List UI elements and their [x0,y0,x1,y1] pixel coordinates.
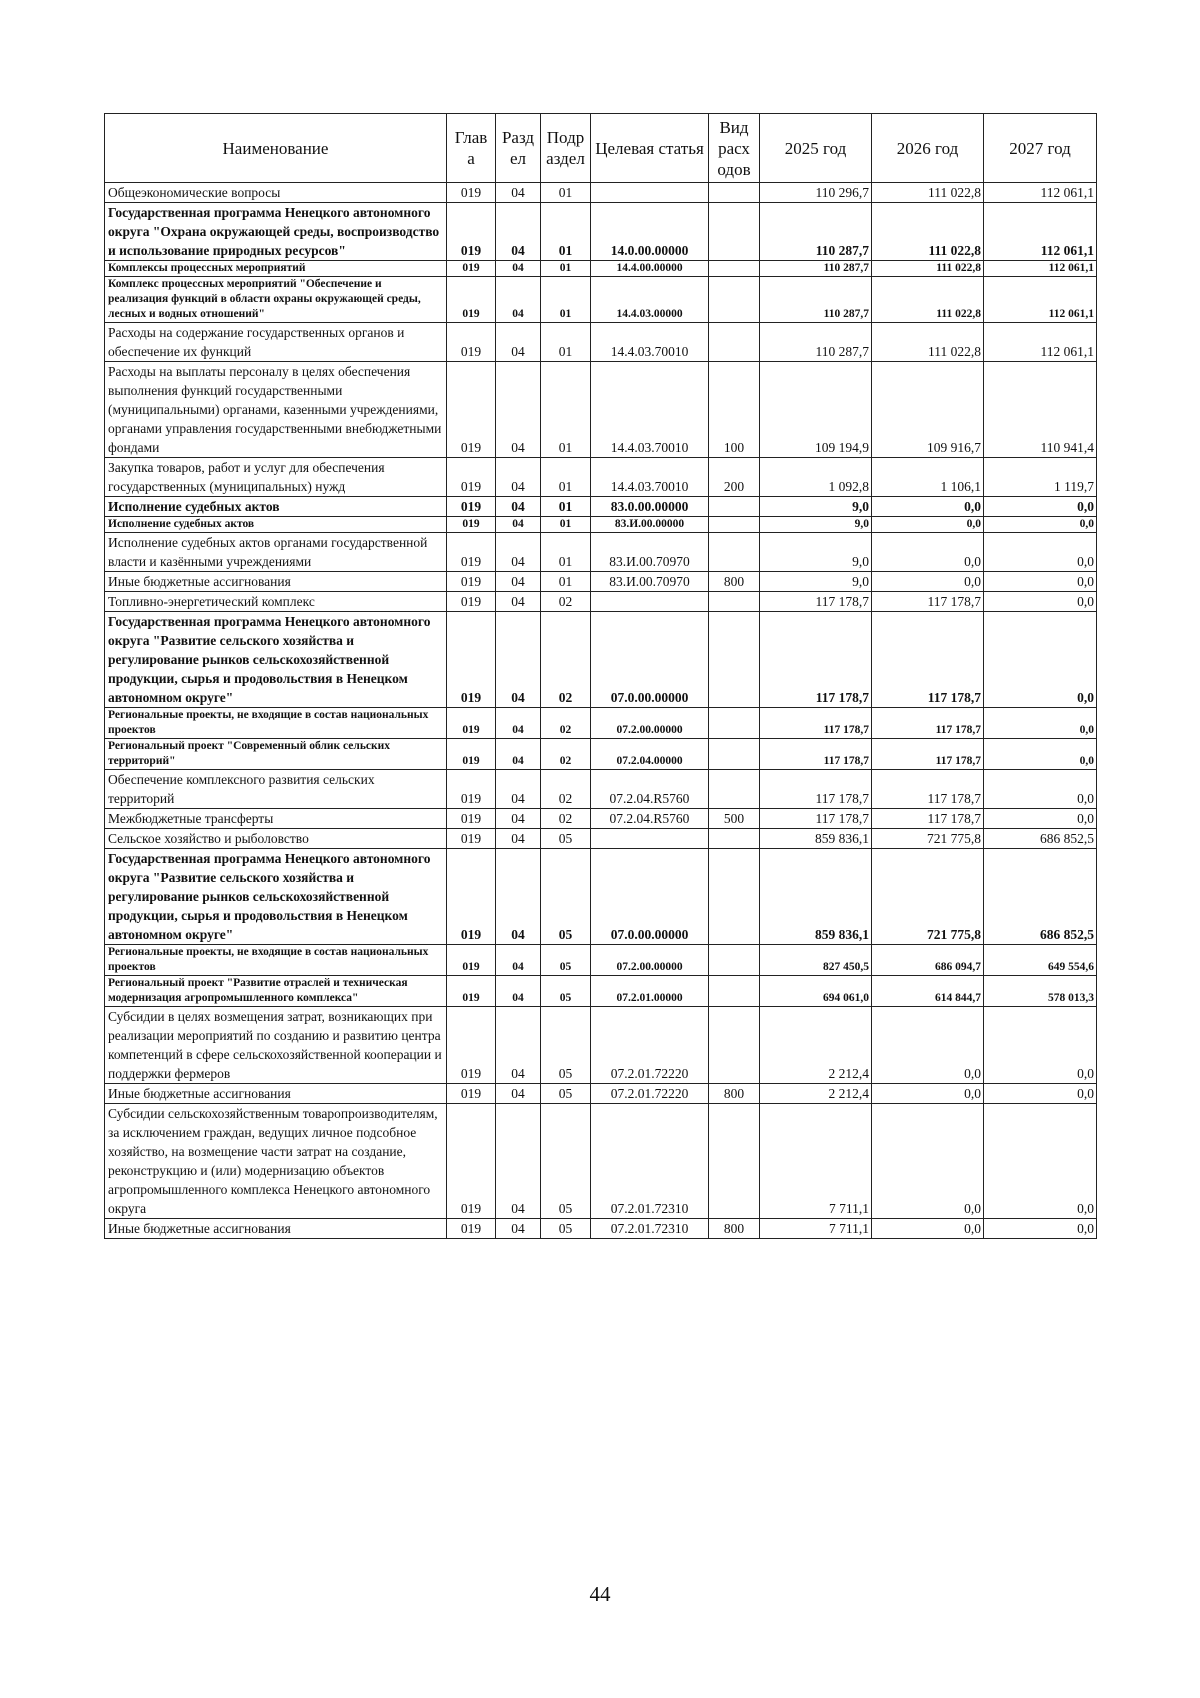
cell-vid [709,261,760,277]
cell-podrazdel: 02 [541,708,591,739]
cell-podrazdel: 05 [541,1219,591,1239]
cell-2025: 694 061,0 [760,976,872,1007]
cell-name: Обеспечение комплексного развития сельских территорий [105,770,447,809]
cell-statya: 07.2.01.72220 [591,1084,709,1104]
cell-glava: 019 [447,183,496,203]
cell-vid [709,976,760,1007]
cell-statya: 83.И.00.70970 [591,533,709,572]
cell-glava: 019 [447,739,496,770]
table-row [105,1104,1097,1219]
table-body [105,183,1097,1239]
cell-2026: 117 178,7 [872,592,984,612]
cell-glava: 019 [447,1007,496,1084]
cell-glava: 019 [447,612,496,708]
cell-vid: 200 [709,458,760,497]
cell-vid [709,517,760,533]
cell-glava: 019 [447,261,496,277]
cell-podrazdel: 01 [541,261,591,277]
cell-razdel: 04 [496,739,541,770]
cell-2025: 9,0 [760,533,872,572]
cell-statya: 83.И.00.00000 [591,517,709,533]
cell-2025: 9,0 [760,497,872,517]
cell-name: Расходы на выплаты персоналу в целях обеспечения выполнения функций государственными (муниципальными) органами, казенными учреждениями, органами управления государственными внебюджетными фондами [105,362,447,458]
cell-statya: 14.4.03.70010 [591,362,709,458]
cell-2026: 111 022,8 [872,183,984,203]
cell-2026: 0,0 [872,497,984,517]
cell-name: Общеэкономические вопросы [105,183,447,203]
cell-razdel: 04 [496,976,541,1007]
cell-name: Закупка товаров, работ и услуг для обеспечения государственных (муниципальных) нужд [105,458,447,497]
cell-glava: 019 [447,849,496,945]
table-row [105,976,1097,1007]
cell-glava: 019 [447,533,496,572]
cell-razdel: 04 [496,458,541,497]
cell-2026: 1 106,1 [872,458,984,497]
cell-2026: 0,0 [872,517,984,533]
table-row [105,849,1097,945]
header-2027: 2027 год [984,114,1097,183]
cell-razdel: 04 [496,261,541,277]
table-row [105,1084,1097,1104]
cell-statya: 14.4.03.70010 [591,458,709,497]
cell-glava: 019 [447,708,496,739]
table-row [105,277,1097,323]
cell-vid [709,1007,760,1084]
cell-podrazdel: 01 [541,458,591,497]
cell-2025: 117 178,7 [760,739,872,770]
cell-podrazdel: 01 [541,183,591,203]
cell-glava: 019 [447,1219,496,1239]
cell-statya [591,829,709,849]
cell-statya: 07.0.00.00000 [591,612,709,708]
cell-statya: 14.4.03.00000 [591,277,709,323]
cell-vid: 500 [709,809,760,829]
cell-name: Субсидии сельскохозяйственным товаропроизводителям, за исключением граждан, ведущих личное подсобное хозяйство, на возмещение части затрат на создание, реконструкцию и (или) модернизацию объектов агропромышленного комплекса Ненецкого автономного округа [105,1104,447,1219]
header-razdel: Разд ел [496,114,541,183]
cell-statya: 07.2.01.00000 [591,976,709,1007]
header-2026: 2026 год [872,114,984,183]
cell-2027: 1 119,7 [984,458,1097,497]
table-row [105,1219,1097,1239]
cell-podrazdel: 01 [541,517,591,533]
cell-statya: 14.0.00.00000 [591,203,709,261]
cell-2026: 117 178,7 [872,739,984,770]
cell-statya: 07.0.00.00000 [591,849,709,945]
cell-razdel: 04 [496,849,541,945]
cell-podrazdel: 05 [541,1104,591,1219]
cell-glava: 019 [447,572,496,592]
cell-razdel: 04 [496,277,541,323]
cell-2026: 0,0 [872,1084,984,1104]
cell-2026: 0,0 [872,533,984,572]
cell-name: Субсидии в целях возмещения затрат, возникающих при реализации мероприятий по созданию и развитию центра компетенций в сфере сельскохозяйственной кооперации и поддержки фермеров [105,1007,447,1084]
cell-glava: 019 [447,945,496,976]
cell-razdel: 04 [496,592,541,612]
cell-2025: 117 178,7 [760,770,872,809]
cell-glava: 019 [447,362,496,458]
cell-statya: 14.4.00.00000 [591,261,709,277]
table-row [105,183,1097,203]
cell-vid [709,770,760,809]
cell-podrazdel: 01 [541,277,591,323]
cell-glava: 019 [447,517,496,533]
cell-razdel: 04 [496,708,541,739]
cell-razdel: 04 [496,203,541,261]
cell-2027: 0,0 [984,739,1097,770]
cell-podrazdel: 05 [541,945,591,976]
cell-podrazdel: 01 [541,203,591,261]
cell-podrazdel: 05 [541,849,591,945]
table-row [105,829,1097,849]
cell-2025: 1 092,8 [760,458,872,497]
cell-vid [709,497,760,517]
table-row [105,612,1097,708]
cell-vid [709,592,760,612]
cell-2026: 721 775,8 [872,829,984,849]
cell-razdel: 04 [496,1007,541,1084]
cell-statya: 14.4.03.70010 [591,323,709,362]
cell-2025: 110 287,7 [760,203,872,261]
cell-statya [591,592,709,612]
cell-2025: 2 212,4 [760,1007,872,1084]
cell-2025: 109 194,9 [760,362,872,458]
cell-2027: 0,0 [984,1104,1097,1219]
cell-vid [709,945,760,976]
cell-2026: 0,0 [872,1219,984,1239]
cell-2027: 0,0 [984,612,1097,708]
cell-2027: 0,0 [984,497,1097,517]
cell-podrazdel: 01 [541,572,591,592]
table-row [105,458,1097,497]
table-row [105,945,1097,976]
table-row [105,708,1097,739]
header-2025: 2025 год [760,114,872,183]
cell-statya: 07.2.04.R5760 [591,809,709,829]
cell-vid [709,323,760,362]
cell-glava: 019 [447,1104,496,1219]
cell-vid [709,708,760,739]
cell-razdel: 04 [496,945,541,976]
cell-glava: 019 [447,770,496,809]
page-number: 44 [589,1582,611,1606]
header-statya: Целевая статья [591,114,709,183]
cell-vid [709,612,760,708]
cell-2027: 0,0 [984,517,1097,533]
cell-vid [709,829,760,849]
cell-2027: 0,0 [984,1084,1097,1104]
cell-2026: 111 022,8 [872,203,984,261]
cell-2027: 112 061,1 [984,183,1097,203]
cell-2026: 109 916,7 [872,362,984,458]
cell-razdel: 04 [496,362,541,458]
cell-2026: 117 178,7 [872,770,984,809]
cell-statya: 07.2.04.R5760 [591,770,709,809]
cell-razdel: 04 [496,572,541,592]
cell-glava: 019 [447,829,496,849]
cell-statya: 07.2.04.00000 [591,739,709,770]
cell-2027: 110 941,4 [984,362,1097,458]
cell-name: Сельское хозяйство и рыболовство [105,829,447,849]
table-row [105,203,1097,261]
cell-razdel: 04 [496,829,541,849]
cell-2027: 686 852,5 [984,849,1097,945]
cell-razdel: 04 [496,533,541,572]
cell-vid [709,739,760,770]
cell-2025: 827 450,5 [760,945,872,976]
cell-statya: 07.2.01.72220 [591,1007,709,1084]
cell-2027: 112 061,1 [984,323,1097,362]
cell-glava: 019 [447,458,496,497]
cell-vid [709,277,760,323]
table-row [105,362,1097,458]
cell-glava: 019 [447,497,496,517]
cell-2027: 0,0 [984,708,1097,739]
cell-2025: 110 287,7 [760,277,872,323]
cell-2027: 686 852,5 [984,829,1097,849]
cell-name: Исполнение судебных актов органами государственной власти и казёнными учреждениями [105,533,447,572]
cell-name: Расходы на содержание государственных органов и обеспечение их функций [105,323,447,362]
cell-2027: 0,0 [984,572,1097,592]
cell-vid [709,1104,760,1219]
cell-name: Региональный проект "Развитие отраслей и техническая модернизация агропромышленного комплекса" [105,976,447,1007]
table-row [105,770,1097,809]
cell-2025: 110 287,7 [760,323,872,362]
cell-vid [709,533,760,572]
table-row [105,1007,1097,1084]
table-row [105,592,1097,612]
cell-podrazdel: 01 [541,497,591,517]
cell-razdel: 04 [496,497,541,517]
cell-2027: 0,0 [984,533,1097,572]
cell-glava: 019 [447,1084,496,1104]
cell-2025: 117 178,7 [760,708,872,739]
table-row [105,533,1097,572]
cell-razdel: 04 [496,1219,541,1239]
cell-name: Иные бюджетные ассигнования [105,1219,447,1239]
cell-2027: 112 061,1 [984,261,1097,277]
cell-statya: 07.2.00.00000 [591,708,709,739]
table-row [105,572,1097,592]
header-vid: Вид расх одов [709,114,760,183]
cell-2026: 111 022,8 [872,261,984,277]
cell-name: Региональные проекты, не входящие в состав национальных проектов [105,708,447,739]
cell-2027: 0,0 [984,809,1097,829]
cell-glava: 019 [447,323,496,362]
cell-glava: 019 [447,277,496,323]
cell-2026: 111 022,8 [872,277,984,323]
cell-2026: 117 178,7 [872,809,984,829]
header-name: Наименование [105,114,447,183]
table-header-row [105,114,1097,183]
cell-name: Топливно-энергетический комплекс [105,592,447,612]
cell-glava: 019 [447,203,496,261]
cell-razdel: 04 [496,770,541,809]
cell-statya: 83.0.00.00000 [591,497,709,517]
cell-name: Государственная программа Ненецкого автономного округа "Охрана окружающей среды, воспроизводство и использование природных ресурсов" [105,203,447,261]
cell-name: Комплексы процессных мероприятий [105,261,447,277]
cell-name: Региональные проекты, не входящие в состав национальных проектов [105,945,447,976]
cell-2026: 686 094,7 [872,945,984,976]
cell-vid: 100 [709,362,760,458]
cell-2026: 0,0 [872,1007,984,1084]
cell-2026: 0,0 [872,1104,984,1219]
cell-2026: 117 178,7 [872,612,984,708]
cell-name: Иные бюджетные ассигнования [105,1084,447,1104]
cell-vid: 800 [709,1084,760,1104]
cell-podrazdel: 05 [541,1084,591,1104]
cell-razdel: 04 [496,323,541,362]
cell-name: Исполнение судебных актов [105,497,447,517]
cell-2025: 9,0 [760,572,872,592]
cell-2025: 859 836,1 [760,849,872,945]
cell-vid: 800 [709,1219,760,1239]
cell-podrazdel: 05 [541,976,591,1007]
cell-vid [709,849,760,945]
table-row [105,261,1097,277]
cell-podrazdel: 05 [541,829,591,849]
cell-podrazdel: 01 [541,362,591,458]
cell-2026: 721 775,8 [872,849,984,945]
cell-2027: 0,0 [984,1007,1097,1084]
cell-glava: 019 [447,976,496,1007]
cell-2025: 9,0 [760,517,872,533]
cell-name: Межбюджетные трансферты [105,809,447,829]
cell-podrazdel: 01 [541,323,591,362]
table-row [105,497,1097,517]
cell-podrazdel: 02 [541,612,591,708]
cell-name: Исполнение судебных актов [105,517,447,533]
cell-statya: 07.2.01.72310 [591,1219,709,1239]
cell-2027: 112 061,1 [984,277,1097,323]
cell-2025: 110 287,7 [760,261,872,277]
cell-2027: 649 554,6 [984,945,1097,976]
cell-2025: 2 212,4 [760,1084,872,1104]
table-row [105,517,1097,533]
cell-2025: 7 711,1 [760,1219,872,1239]
cell-2025: 110 296,7 [760,183,872,203]
cell-statya [591,183,709,203]
cell-vid [709,203,760,261]
cell-razdel: 04 [496,1084,541,1104]
cell-glava: 019 [447,592,496,612]
cell-2026: 0,0 [872,572,984,592]
cell-razdel: 04 [496,183,541,203]
cell-name: Региональный проект "Современный облик сельских территорий" [105,739,447,770]
cell-2026: 614 844,7 [872,976,984,1007]
cell-2025: 117 178,7 [760,809,872,829]
cell-razdel: 04 [496,612,541,708]
cell-vid [709,183,760,203]
cell-2027: 0,0 [984,592,1097,612]
cell-podrazdel: 02 [541,739,591,770]
cell-podrazdel: 02 [541,809,591,829]
table-row [105,809,1097,829]
cell-podrazdel: 01 [541,533,591,572]
budget-table [104,113,1097,1239]
cell-podrazdel: 05 [541,1007,591,1084]
cell-statya: 83.И.00.70970 [591,572,709,592]
header-podrazdel: Подр аздел [541,114,591,183]
cell-2026: 117 178,7 [872,708,984,739]
cell-2027: 0,0 [984,1219,1097,1239]
cell-razdel: 04 [496,517,541,533]
cell-statya: 07.2.00.00000 [591,945,709,976]
cell-2025: 117 178,7 [760,592,872,612]
cell-2025: 7 711,1 [760,1104,872,1219]
cell-vid: 800 [709,572,760,592]
cell-2025: 117 178,7 [760,612,872,708]
cell-statya: 07.2.01.72310 [591,1104,709,1219]
header-glava: Глав а [447,114,496,183]
table-row [105,323,1097,362]
table-row [105,739,1097,770]
cell-glava: 019 [447,809,496,829]
cell-razdel: 04 [496,809,541,829]
cell-2027: 0,0 [984,770,1097,809]
cell-name: Государственная программа Ненецкого автономного округа "Развитие сельского хозяйства и регулирование рынков сельскохозяйственной продукции, сырья и продовольствия в Ненецком автономном округе" [105,849,447,945]
cell-podrazdel: 02 [541,592,591,612]
cell-podrazdel: 02 [541,770,591,809]
cell-razdel: 04 [496,1104,541,1219]
cell-name: Иные бюджетные ассигнования [105,572,447,592]
cell-name: Комплекс процессных мероприятий "Обеспечение и реализация функций в области охраны окружающей среды, лесных и водных отношений" [105,277,447,323]
cell-name: Государственная программа Ненецкого автономного округа "Развитие сельского хозяйства и регулирование рынков сельскохозяйственной продукции, сырья и продовольствия в Ненецком автономном округе" [105,612,447,708]
cell-2027: 578 013,3 [984,976,1097,1007]
cell-2026: 111 022,8 [872,323,984,362]
cell-2025: 859 836,1 [760,829,872,849]
cell-2027: 112 061,1 [984,203,1097,261]
